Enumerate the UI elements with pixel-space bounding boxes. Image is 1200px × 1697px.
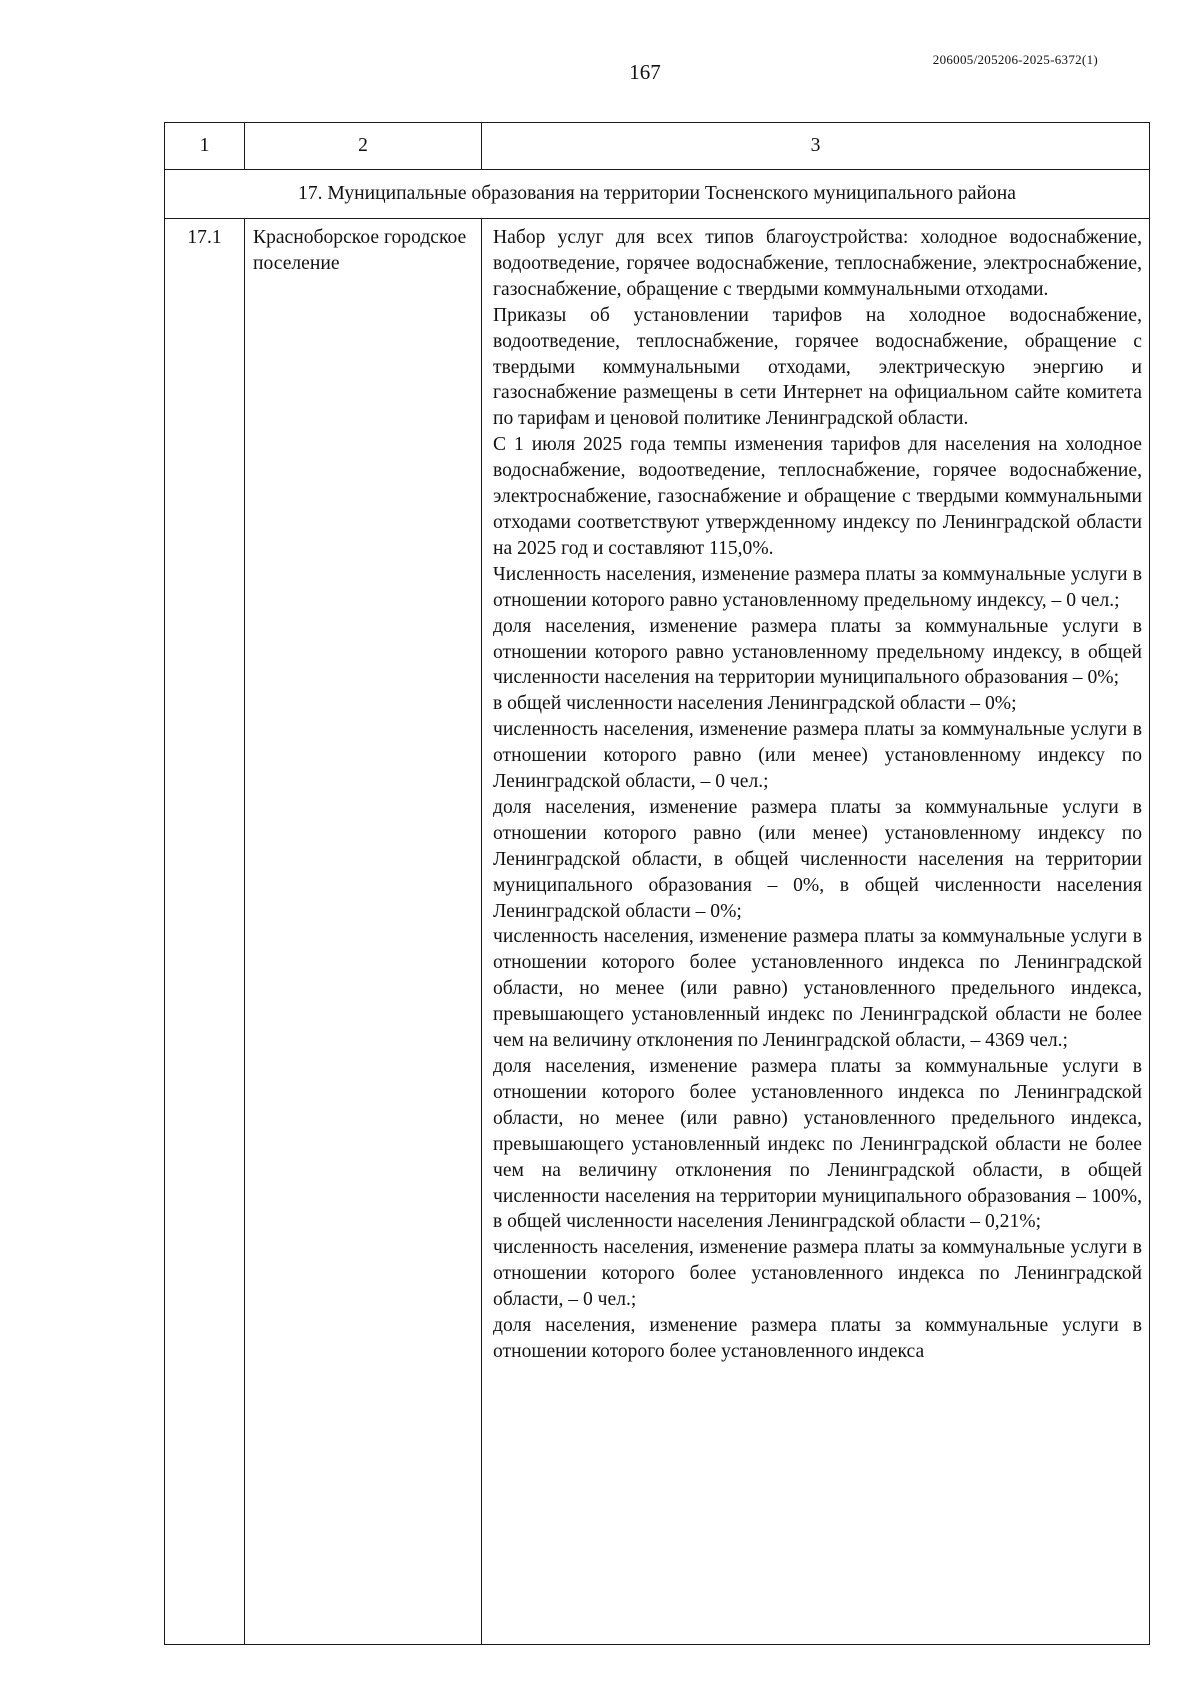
document-id: 206005/205206-2025-6372(1): [932, 52, 1098, 67]
table-row: [165, 219, 1150, 1645]
page-number: 167: [629, 60, 661, 84]
paragraph-share-above-limit: доля населения, изменение размера платы за коммунальные услуги в отношении которого более установленного индекса: [493, 1315, 1142, 1362]
column-number-1: 1: [165, 123, 245, 170]
paragraph-rate-change: С 1 июля 2025 года темпы изменения тарифов для населения на холодное водоснабжение, водоотведение, теплоснабжение, горячее водоснабжение, электроснабжение, газоснабжение и обращение с твердыми коммунальными отходами соответствуют утвержденному индексу по Ленинградской области на 2025 год и составляют 115,0%.: [493, 434, 1142, 559]
paragraph-population-above-limit: численность населения, изменение размера платы за коммунальные услуги в отношении которого более установленного индекса по Ленинградской области, – 0 чел.;: [493, 1237, 1142, 1311]
paragraph-share-equal-limit: доля населения, изменение размера платы за коммунальные услуги в отношении которого равно установленному предельному индексу, в общей численности населения на территории муниципального образования – 0%;: [493, 615, 1142, 689]
paragraph-share-region-equal-limit: в общей численности населения Ленинградской области – 0%;: [493, 693, 1017, 715]
tariff-table: [164, 122, 1150, 1645]
paragraph-population-equal-limit: Численность населения, изменение размера платы за коммунальные услуги в отношении которого равно установленному предельному индексу, – 0 чел.;: [493, 563, 1142, 611]
paragraph-population-equal-index: численность населения, изменение размера платы за коммунальные услуги в отношении которого равно (или менее) установленному индексу по Ленинградской области, – 0 чел.;: [493, 719, 1142, 793]
column-number-row: [165, 123, 1150, 170]
paragraph-share-equal-index: доля населения, изменение размера платы за коммунальные услуги в отношении которого равно (или менее) установленному индексу по Ленинградской области, в общей численности населения на территории муниципального образования – 0%, в общей численности населения Ленинградской области – 0%;: [493, 796, 1142, 922]
description-cell: [482, 219, 1150, 1645]
column-number-2: 2: [245, 123, 482, 170]
column-number-3: 3: [482, 123, 1150, 170]
paragraph-population-above-index: численность населения, изменение размера платы за коммунальные услуги в отношении которого более установленного индекса по Ленинградской области, но менее (или равно) установленного предельного индекса, превышающего установленный индекс по Ленинградской области не более чем на величину отклонения по Ленинградской области, – 4369 чел.;: [493, 926, 1142, 1052]
municipality-name: Красноборское городское поселение: [245, 219, 482, 1645]
row-number: 17.1: [165, 219, 245, 1645]
paragraph-tariff-orders: Приказы об установлении тарифов на холодное водоснабжение, водоотведение, теплоснабжение, горячее водоснабжение, обращение с твердыми коммунальными отходами, электрическую энергию и газоснабжение размещены в сети Интернет на официальном сайте комитета по тарифам и ценовой политике Ленинградской области.: [493, 304, 1142, 430]
paragraph-share-above-index: доля населения, изменение размера платы за коммунальные услуги в отношении которого более установленного индекса по Ленинградской области, но менее (или равно) установленного предельного индекса, превышающего установленный индекс по Ленинградской области не более чем на величину отклонения по Ленинградской области, в общей численности населения на территории муниципального образования – 100%, в общей численности населения Ленинградской области – 0,21%;: [493, 1056, 1142, 1233]
paragraph-services: Набор услуг для всех типов благоустройства: холодное водоснабжение, водоотведение, горячее водоснабжение, теплоснабжение, электроснабжение, газоснабжение, обращение с твердыми коммунальными отходами.: [493, 227, 1142, 300]
section-row: [165, 170, 1150, 219]
section-title: 17. Муниципальные образования на территории Тосненского муниципального района: [165, 170, 1150, 219]
